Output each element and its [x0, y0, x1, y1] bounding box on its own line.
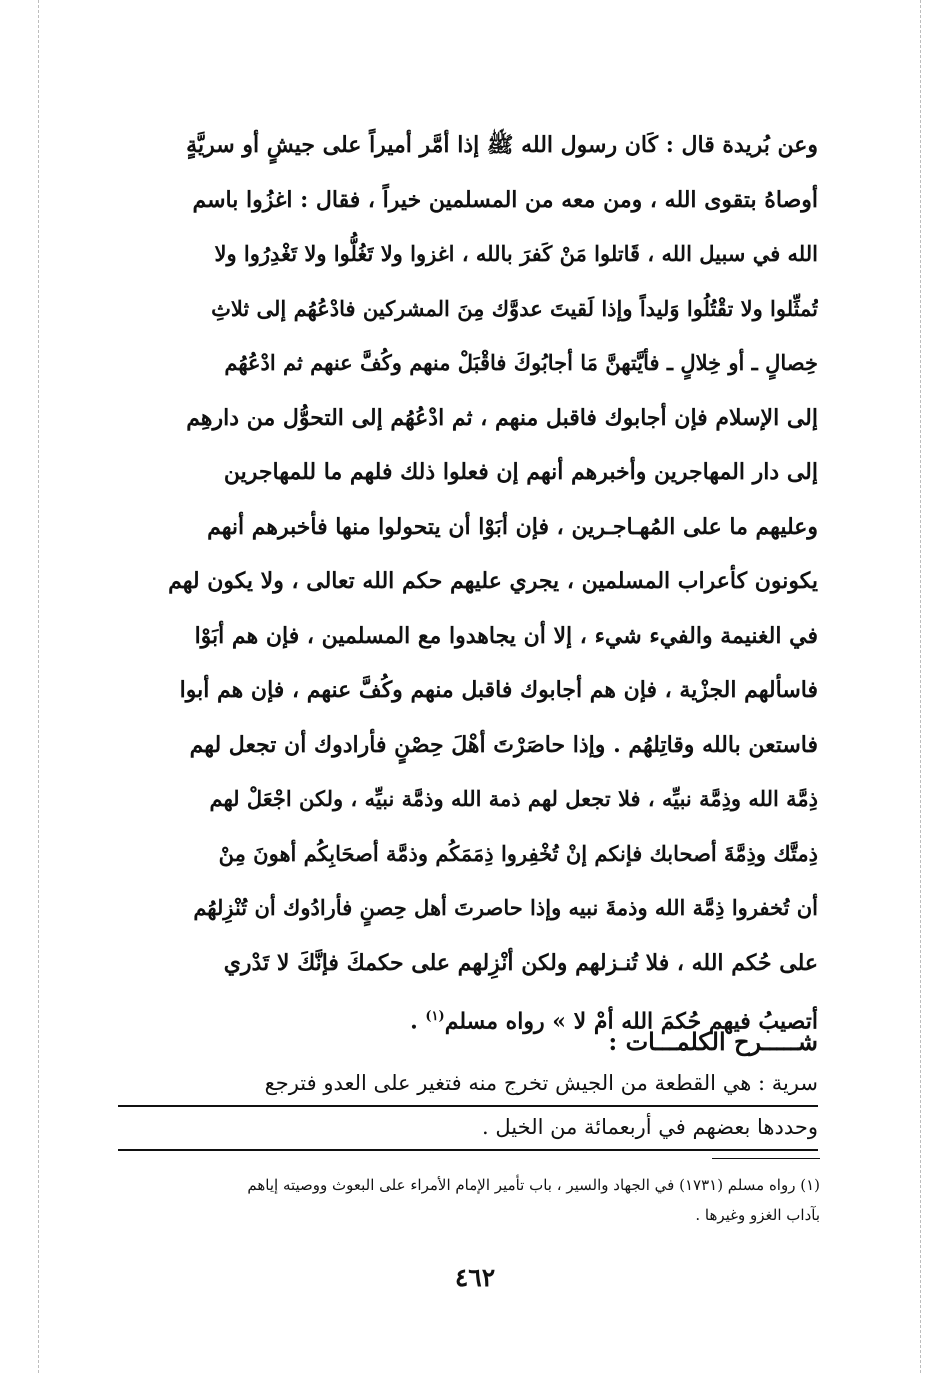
body-line-4: تُمثِّلوا ولا تقْتُلُوا وَليداً وإذا لَقيتَ عدوَّك مِنَ المشركين فادْعُهُم إلى ثلاثِ: [211, 295, 818, 321]
definition-line-2: وحددها بعضهم في أربعمائة من الخيل .: [118, 1107, 818, 1151]
page-number: ٤٦٢: [454, 1263, 496, 1292]
body-line-9: يكونون كأعراب المسلمين ، يجري عليهم حكم الله تعالى ، ولا يكون لهم: [168, 568, 818, 594]
word-definition: [118, 1063, 818, 1151]
footnote-line-1: (١) رواه مسلم (١٧٣١) في الجهاد والسير ، باب تأمير الإمام الأمراء على البعوث ووصيته إياهم: [247, 1176, 820, 1194]
footnote: [118, 1170, 820, 1230]
body-line-14: ذِمتَّك وذِمَّةَ أصحابك فإنكم إنْ تُخْفِروا ذِمَمَكُم وذمَّة أصحَابِكُم أهونَ مِنْ: [218, 840, 818, 866]
hadith-body-text: [118, 118, 818, 1045]
body-line-17-end: .: [410, 1008, 426, 1035]
body-line-17-text: أتصيبُ فيهم حُكمَ الله أمْ لا » رواه مسلم: [444, 1008, 818, 1035]
body-line-12: فاستعن بالله وقاتِلهُم . وإذا حاصَرْتَ أهْلَ حِصْنٍ فأرادوك أن تجعل لهم: [189, 731, 818, 758]
body-line-10: في الغنيمة والفيء شيء ، إلا أن يجاهدوا مع المسلمين ، فإن هم أبَوْا: [194, 622, 818, 649]
body-line-6: إلى الإسلام فإن أجابوك فاقبل منهم ، ثم ادْعُهُم إلى التحوُّل من دارهِم: [186, 404, 818, 431]
body-line-11: فاسألهم الجزْية ، فإن هم أجابوك فاقبل منهم وكُفَّ عنهم ، فإن هم أبوا: [179, 677, 818, 703]
scan-edge-right: [920, 0, 921, 1373]
definition-line-1: سرية : هي القطعة من الجيش تخرج منه فتغير على العدو فترجع: [118, 1063, 818, 1107]
section-heading: شـــــرح الكلمـــات :: [608, 1027, 818, 1056]
body-line-13: ذِمَّة الله وذِمَّة نبيِّه ، فلا تجعل لهم ذمة الله وذمَّة نبيِّه ، ولكن اجْعَلْ لهم: [209, 786, 818, 811]
body-line-2: أوصاهُ بتقوى الله ، ومن معه من المسلمين خيراً ، فقال : اغزُوا باسم: [192, 186, 818, 213]
body-line-3: الله في سبيل الله ، قَاتلوا مَنْ كَفرَ بالله ، اغزوا ولا تَغُلُّوا ولا تَغْدِرُوا ولا: [214, 241, 818, 266]
body-line-15: أن تُخفروا ذِمَّة الله وذمةَ نبيه وإذا حاصرتَ أهل حِصنٍ فأرادُوك أن تُنْزِلهُم: [193, 895, 818, 920]
body-line-8: وعليهم ما على المُهـاجـرين ، فإن أبَوْا أن يتحولوا منها فأخبرهم أنهم: [207, 513, 818, 540]
body-line-16: على حُكم الله ، فلا تُنـزلهم ولكن أنْزِلهم على حكمكَ فإنَّكَ لا تَدْري: [223, 949, 818, 976]
footnote-reference: (١): [425, 1009, 445, 1024]
body-line-5: خِصالٍ ـ أو خِلالٍ ـ فأيَّتهنَّ مَا أجابُوكَ فاقْبَلْ منهم وكُفَّ عنهم ثم ادْعُهُم: [224, 350, 818, 375]
footnote-line-2: بآداب الغزو وغيرها .: [695, 1206, 820, 1224]
body-line-1: وعن بُريدة قال : كَان رسول الله ﷺ إذا أمَّر أميراً على جيشٍ أو سريَّةٍ: [186, 132, 818, 158]
footnote-separator: [712, 1158, 820, 1159]
body-line-7: إلى دار المهاجرين وأخبرهم أنهم إن فعلوا ذلك فلهم ما للمهاجرين: [223, 459, 818, 485]
scan-edge-left: [38, 0, 39, 1373]
